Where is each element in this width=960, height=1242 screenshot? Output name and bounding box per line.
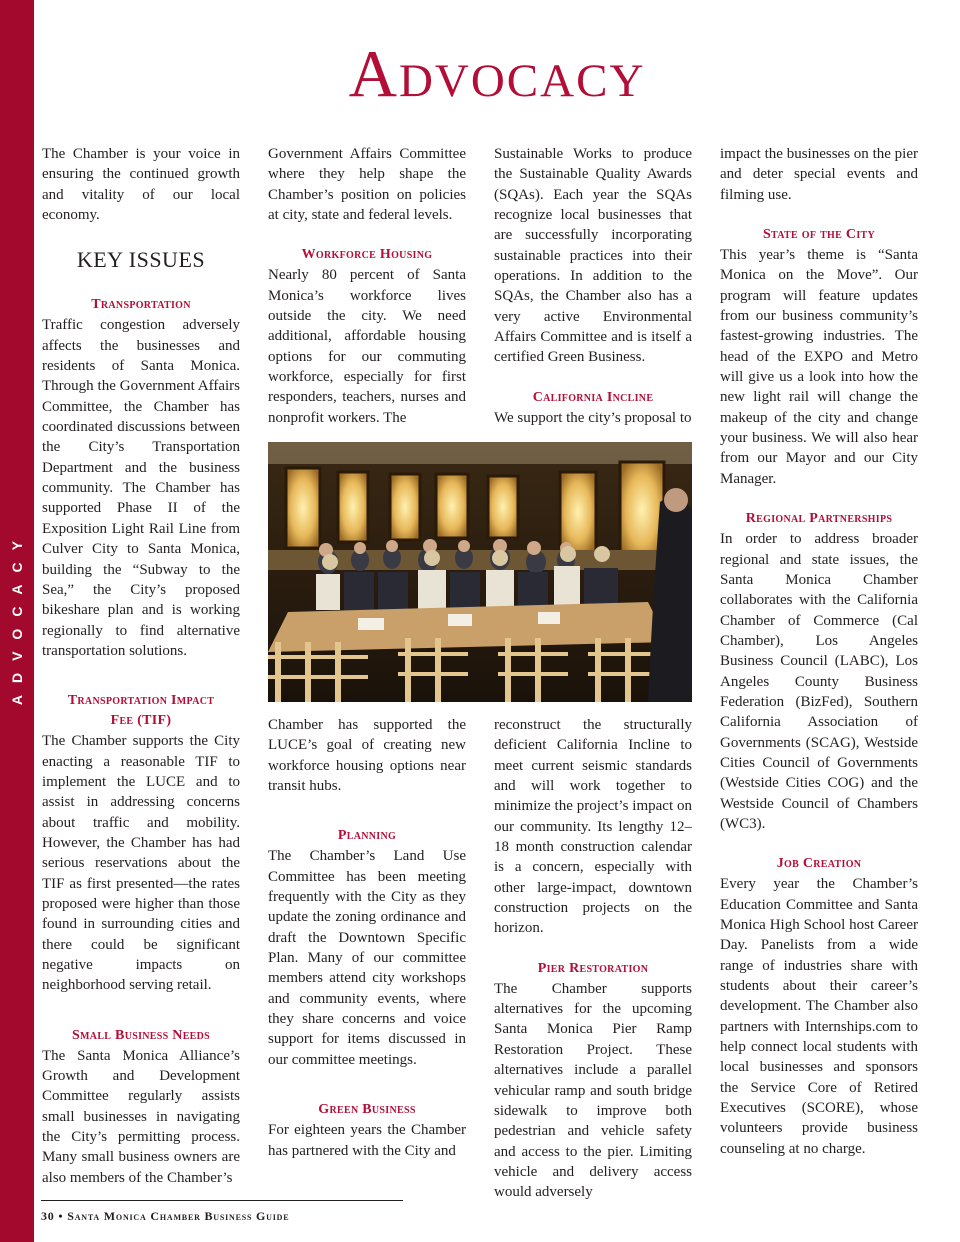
green-business-text: For eighteen years the Chamber has partnered with the City and <box>268 1122 466 1159</box>
transportation-heading: Transportation <box>91 297 191 313</box>
column-1 <box>42 144 240 1188</box>
column-2-bottom <box>268 715 466 1161</box>
gov-affairs-text: Government Affairs Committee where they help shape the Chamber’s position on policies at city, state and federal levels. <box>268 146 466 224</box>
meeting-photo-graphic <box>268 442 692 702</box>
column-2-top <box>268 144 466 428</box>
sidebar-label: ADVOCACY <box>9 528 25 706</box>
footer <box>41 1209 289 1224</box>
key-issues-heading: KEY ISSUES <box>76 247 206 273</box>
job-creation-text: Every year the Chamber’s Education Committee and Santa Monica High School host Career Day. Panelists from a wide range of industries share with students about their career’s development. The Chamber also partners with Internships.com to help connect local students with local businesses and sponsors the Service Core of Retired Executives (SCORE), whose volunteers provide business counseling at no charge. <box>720 876 918 1157</box>
tif-heading-line-1: Transportation Impact <box>67 693 215 709</box>
small-business-heading: Small Business Needs <box>71 1027 211 1043</box>
regional-partnerships-text: In order to address broader regional and state issues, the Santa Monica Chamber collaborates with the California Chamber of Commerce (Cal Chamber), Los Angeles Business Council (LABC), Los Angeles County Business Federation (BizFed), Southern California Association of Governments (SCAG), Westside Cities Council of Governments (Westside Cities COG) and the Westside Council of Chambers (WC3). <box>720 531 918 832</box>
publication-name: Santa Monica Chamber Business Guide <box>67 1209 290 1223</box>
tif-text: The Chamber supports the City enacting a reasonable TIF to implement the LUCE and to assist in addressing concerns about traffic and mobility. However, the Chamber has had serious reservations about the TIF as first presented—the rates proposed were higher than those found in surrounding cities and there could be significant negative impacts on neighborhood serving retail. <box>42 733 240 994</box>
meeting-photo <box>268 442 692 702</box>
green-business-heading: Green Business <box>318 1102 416 1118</box>
tif-heading-line-2: Fee (TIF) <box>110 713 172 729</box>
planning-heading: Planning <box>337 828 397 844</box>
state-of-city-heading: State of the City <box>762 227 876 243</box>
pier-restoration-heading: Pier Restoration <box>537 960 649 976</box>
planning-text: The Chamber’s Land Use Committee has been meeting frequently with the City as they update the zoning ordinance and draft the Downtown Specific Plan. Many of our committee members attend city workshops and community events, where they share concerns and voice support for items discussed in our committee meetings. <box>268 848 466 1068</box>
transportation-text: Traffic congestion adversely affects the businesses and residents of Santa Monica. Through the Government Affairs Committee, the Chamber has coordinated discussions between the City’s Transportation Department and the business community. The Chamber has supported Phase II of the Exposition Light Rail Line from Culver City to Santa Monica, building the “Subway to the Sea,” the City’s proposed bikeshare plan and is working regionally to find alternative transportation solutions. <box>42 317 240 659</box>
regional-partnerships-heading: Regional Partnerships <box>745 511 893 527</box>
page-number: 30 <box>41 1209 55 1223</box>
footer-rule <box>41 1200 403 1201</box>
column-3-top <box>494 144 692 428</box>
workforce-housing-text-cont: Chamber has supported the LUCE’s goal of creating new workforce housing options near transit hubs. <box>268 717 466 795</box>
job-creation-heading: Job Creation <box>776 856 862 872</box>
small-business-text: The Santa Monica Alliance’s Growth and Development Committee regularly assists small businesses in navigating the City’s permitting process. Many small business owners are also members of the Chamber’s <box>42 1047 240 1186</box>
intro-paragraph: The Chamber is your voice in ensuring the continued growth and vitality of our local economy. <box>42 146 240 224</box>
sustainable-works-text: Sustainable Works to produce the Sustainable Quality Awards (SQAs). Each year the SQAs recognize local businesses that are successfully incorporating sustainable practices into their operations. In addition to the SQAs, the Chamber also has a very active Environmental Affairs Committee and is itself a certified Green Business. <box>494 146 692 366</box>
workforce-housing-text: Nearly 80 percent of Santa Monica’s workforce lives outside the city. We need additional, affordable housing options for our commuting workforce, especially for first responders, teachers, nurses and nonprofit workers. The <box>268 267 466 426</box>
california-incline-text: We support the city’s proposal to <box>494 409 692 426</box>
state-of-city-text: This year’s theme is “Santa Monica on the Move”. Our program will feature updates from our business community’s fastest-growing industries. The head of the EXPO and Metro will give us a look into how the new light rail will change the makeup of the city and change your business. We will also hear from our Mayor and our City Manager. <box>720 247 918 487</box>
column-4 <box>720 144 918 1159</box>
footer-bullet: • <box>58 1209 64 1223</box>
page-title: Advocacy <box>348 37 646 111</box>
column-3-bottom <box>494 715 692 1203</box>
california-incline-text-cont: reconstruct the structurally deficient California Incline to meet current seismic standards and will work together to minimize the project’s impact on our community. Its lengthy 12–18 month construction calendar is a concern, especially with other large-impact, downtown construction projects on the horizon. <box>494 717 692 937</box>
california-incline-heading: California Incline <box>532 389 654 405</box>
pier-restoration-text: The Chamber supports alternatives for the upcoming Santa Monica Pier Ramp Restoration Project. These alternatives include a parallel vehicular ramp and south bridge sidewalk to improve both pedestrian and vehicle safety and access to the pier. Limiting vehicle and delivery access would adversely <box>494 980 692 1201</box>
workforce-housing-heading: Workforce Housing <box>301 247 433 263</box>
pier-restoration-text-cont: impact the businesses on the pier and deter special events and filming use. <box>720 146 918 203</box>
